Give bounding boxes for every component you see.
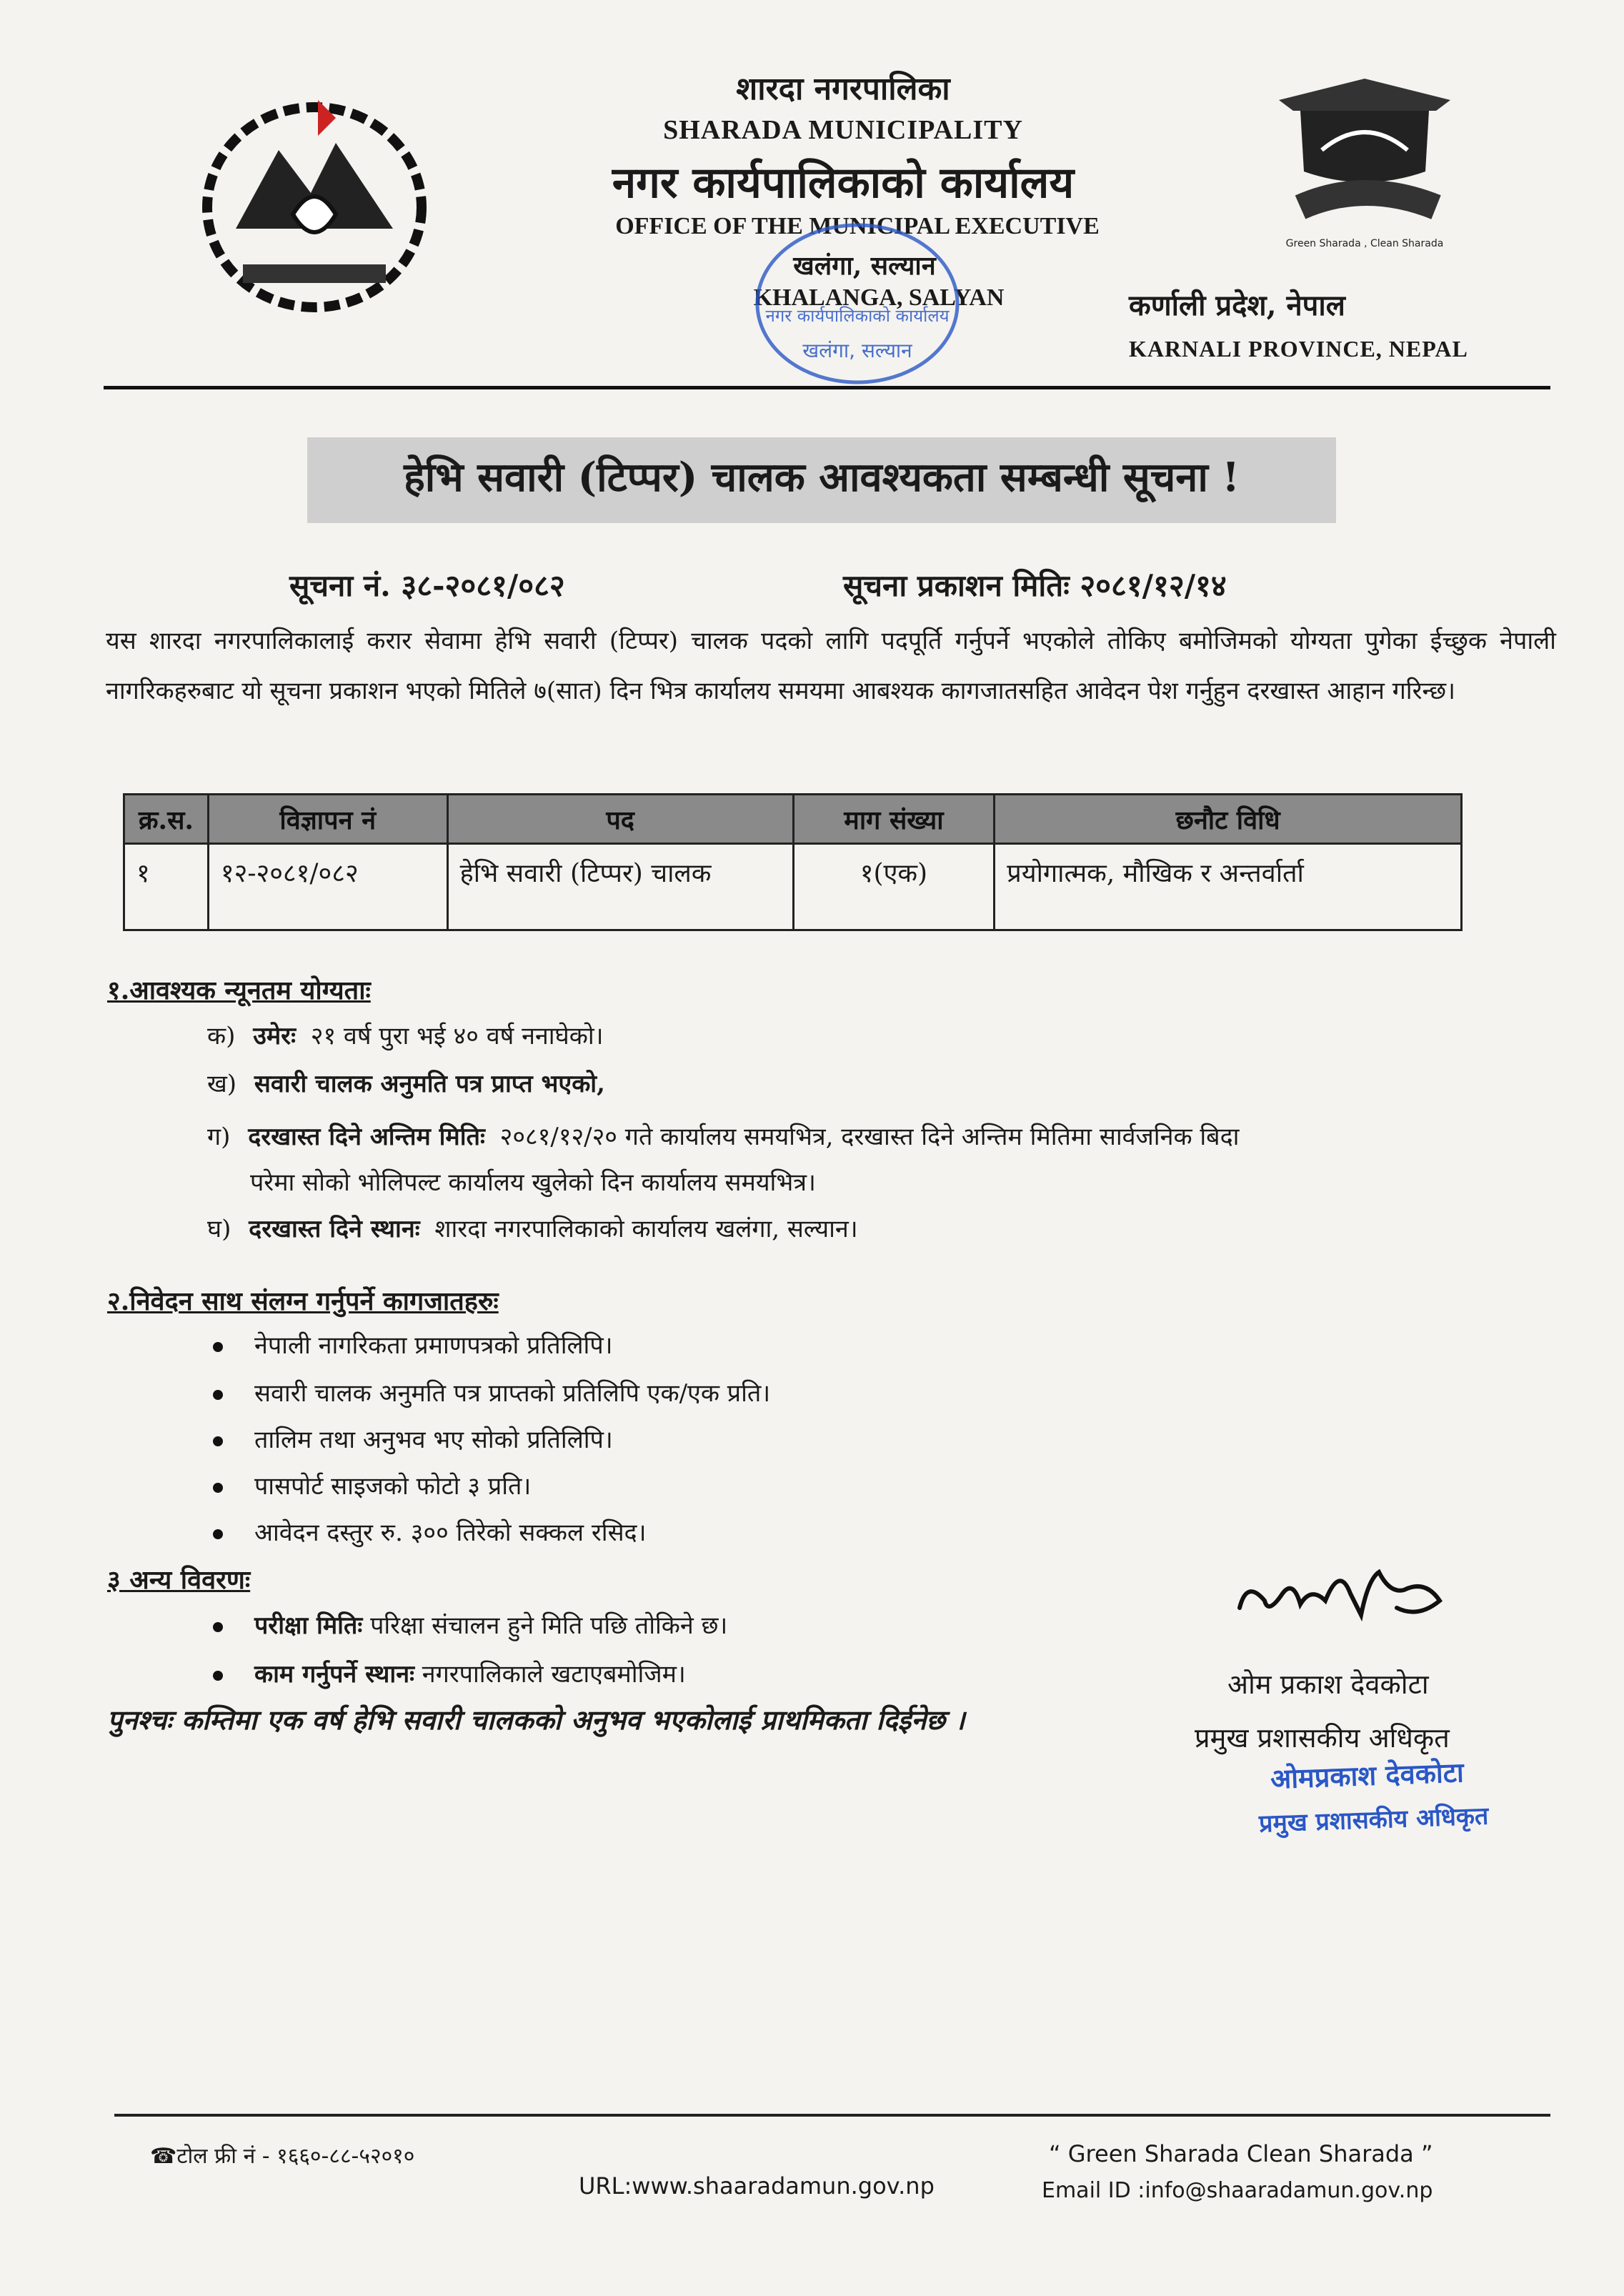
footer-divider	[114, 2114, 1550, 2117]
bullet-icon	[213, 1390, 223, 1400]
item-key: काम गर्नुपर्ने स्थानः	[254, 1660, 414, 1689]
list-item	[207, 1211, 858, 1244]
item-text: नेपाली नागरिकता प्रमाणपत्रको प्रतिलिपि।	[254, 1331, 613, 1360]
signatory-name: ओम प्रकाश देवकोटा	[1227, 1669, 1429, 1700]
col-header-selection: छनौट विधि	[995, 795, 1462, 844]
list-item	[207, 1119, 1239, 1152]
stamp-line1: नगर कार्यपालिकाको कार्यालय	[765, 306, 950, 326]
province-en: KARNALI PROVINCE, NEPAL	[1129, 336, 1468, 362]
list-item	[213, 1376, 770, 1408]
col-header-count: माग संख्या	[793, 795, 995, 844]
col-header-ad-no: विज्ञापन नं	[208, 795, 447, 844]
footnote: पुनश्चः कम्तिमा एक वर्ष हेभि सवारी चालकको अनुभव भएकोलाई प्राथमिकता दिईनेछ ।	[107, 1704, 965, 1736]
notice-body: यस शारदा नगरपालिकालाई करार सेवामा हेभि सवारी (टिप्पर) चालक पदको लागि पदपूर्ति गर्नुपर्ने भएकोले तोकिए बमोजिमको योग्यता पुगेका ईच्छुक नेपाली नागरिकहरुबाट यो सूचना प्रकाशन भएको मितिले ७(सात) दिन भित्र कार्यालय समयमा आबश्यक कागजातसहित आवेदन पेश गर्नुहुन दरखास्त आहान गरिन्छ।	[106, 627, 1556, 705]
footer-toll-free	[150, 2140, 414, 2170]
list-item	[213, 1468, 531, 1501]
stamp-line2: खलंगा, सल्यान	[802, 339, 912, 362]
notice-number: सूचना नं. ३८-२०८१/०८२	[289, 568, 565, 603]
item-key: परीक्षा मितिः	[254, 1611, 363, 1640]
list-item	[213, 1515, 647, 1548]
bullet-icon	[213, 1671, 223, 1681]
office-name-np: नगर कार्यपालिकाको कार्यालय	[612, 158, 1075, 208]
bullet-icon	[213, 1483, 223, 1493]
signatory-stamp-name: ओमप्रकाश देवकोटा	[1270, 1756, 1465, 1795]
item-text: नगरपालिकाले खटाएबमोजिम।	[422, 1660, 686, 1689]
signatory-title: प्रमुख प्रशासकीय अधिकृत	[1195, 1722, 1450, 1754]
item-key: उमेरः	[253, 1022, 296, 1050]
col-header-post: पद	[447, 795, 793, 844]
item-text-continued: परेमा सोको भोलिपल्ट कार्यालय खुलेको दिन कार्यालय समयभित्र।	[250, 1168, 816, 1197]
item-key: दरखास्त दिने अन्तिम मितिः	[248, 1123, 485, 1151]
section2-heading: २.निवेदन साथ संलग्न गर्नुपर्ने कागजातहरुः	[107, 1286, 499, 1316]
bullet-icon	[213, 1436, 223, 1446]
footer-url[interactable]: URL:www.shaaradamun.gov.np	[579, 2172, 935, 2200]
cell-sn: १	[124, 844, 209, 930]
bullet-icon	[213, 1622, 223, 1632]
location-np: खलंगा, सल्यान	[793, 251, 936, 281]
notice-publish-date: सूचना प्रकाशन मितिः २०८१/१२/१४	[843, 568, 1227, 603]
item-key: दरखास्त दिने स्थानः	[249, 1215, 420, 1243]
office-stamp-icon	[743, 214, 972, 393]
header-divider	[104, 386, 1550, 389]
signatory-stamp-title: प्रमुख प्रशासकीय अधिकृत	[1258, 1801, 1489, 1839]
item-text: आवेदन दस्तुर रु. ३०० तिरेको सक्कल रसिद।	[254, 1519, 647, 1547]
item-text: २०८१/१२/२० गते कार्यालय समयभित्र, दरखास्त दिने अन्तिम मितिमा सार्वजनिक बिदा	[499, 1123, 1240, 1151]
list-item	[213, 1608, 727, 1641]
nepal-emblem-icon	[193, 86, 436, 314]
municipality-name-en: SHARADA MUNICIPALITY	[663, 115, 1023, 145]
vacancy-table	[123, 793, 1463, 931]
cell-selection: प्रयोगात्मक, मौखिक र अन्तर्वार्ता	[995, 844, 1462, 930]
item-text: सवारी चालक अनुमति पत्र प्राप्तको प्रतिलिपि एक/एक प्रति।	[254, 1379, 771, 1408]
bullet-icon	[213, 1342, 223, 1352]
footer-email[interactable]: Email ID :info@shaaradamun.gov.np	[1042, 2178, 1433, 2203]
list-item	[207, 1018, 604, 1051]
item-label: ग)	[207, 1123, 231, 1151]
item-label: घ)	[207, 1215, 231, 1243]
table-row	[124, 844, 1462, 930]
item-text: २१ वर्ष पुरा भई ४० वर्ष ननाघेको।	[310, 1022, 604, 1050]
item-text: पासपोर्ट साइजको फोटो ३ प्रति।	[254, 1472, 532, 1501]
cell-ad-no: १२-२०८१/०८२	[208, 844, 447, 930]
bullet-icon	[213, 1529, 223, 1539]
section1-heading: १.आवश्यक न्यूनतम योग्यताः	[107, 975, 371, 1005]
location-en: KHALANGA, SALYAN	[753, 284, 1005, 311]
item-text: शारदा नगरपालिकाको कार्यालय खलंगा, सल्यान।	[434, 1215, 858, 1243]
cell-post: हेभि सवारी (टिप्पर) चालक	[447, 844, 793, 930]
province-np: कर्णाली प्रदेश, नेपाल	[1129, 289, 1345, 322]
item-text: परिक्षा संचालन हुने मिति पछि तोकिने छ।	[370, 1611, 728, 1640]
office-name-en: OFFICE OF THE MUNICIPAL EXECUTIVE	[615, 213, 1100, 239]
list-item	[213, 1422, 613, 1455]
col-header-sn: क्र.स.	[124, 795, 209, 844]
item-label: ख)	[207, 1070, 237, 1098]
list-item	[207, 1066, 605, 1099]
list-item	[213, 1656, 686, 1689]
footer-slogan: “ Green Sharada Clean Sharada ”	[1049, 2140, 1433, 2167]
notice-title: हेभि सवारी (टिप्पर) चालक आवश्यकता सम्बन्धी सूचना !	[404, 454, 1240, 501]
signature-icon	[1225, 1551, 1468, 1644]
logo-slogan: Green Sharada , Clean Sharada	[1285, 238, 1444, 249]
item-key: सवारी चालक अनुमति पत्र प्राप्त भएको,	[254, 1070, 605, 1098]
list-item	[213, 1328, 613, 1361]
toll-free-text: टोल फ्री नं - १६६०-८८-५२०१०	[176, 2144, 415, 2169]
cell-count: १(एक)	[793, 844, 995, 930]
item-text: तालिम तथा अनुभव भए सोको प्रतिलिपि।	[254, 1426, 613, 1454]
section3-heading: ३ अन्य विवरणः	[107, 1565, 251, 1595]
table-header-row	[124, 795, 1462, 844]
phone-icon: ☎	[150, 2144, 177, 2169]
municipality-name-np: शारदा नगरपालिका	[736, 71, 950, 107]
sharada-municipality-logo-icon	[1257, 71, 1472, 257]
item-label: क)	[207, 1022, 236, 1050]
